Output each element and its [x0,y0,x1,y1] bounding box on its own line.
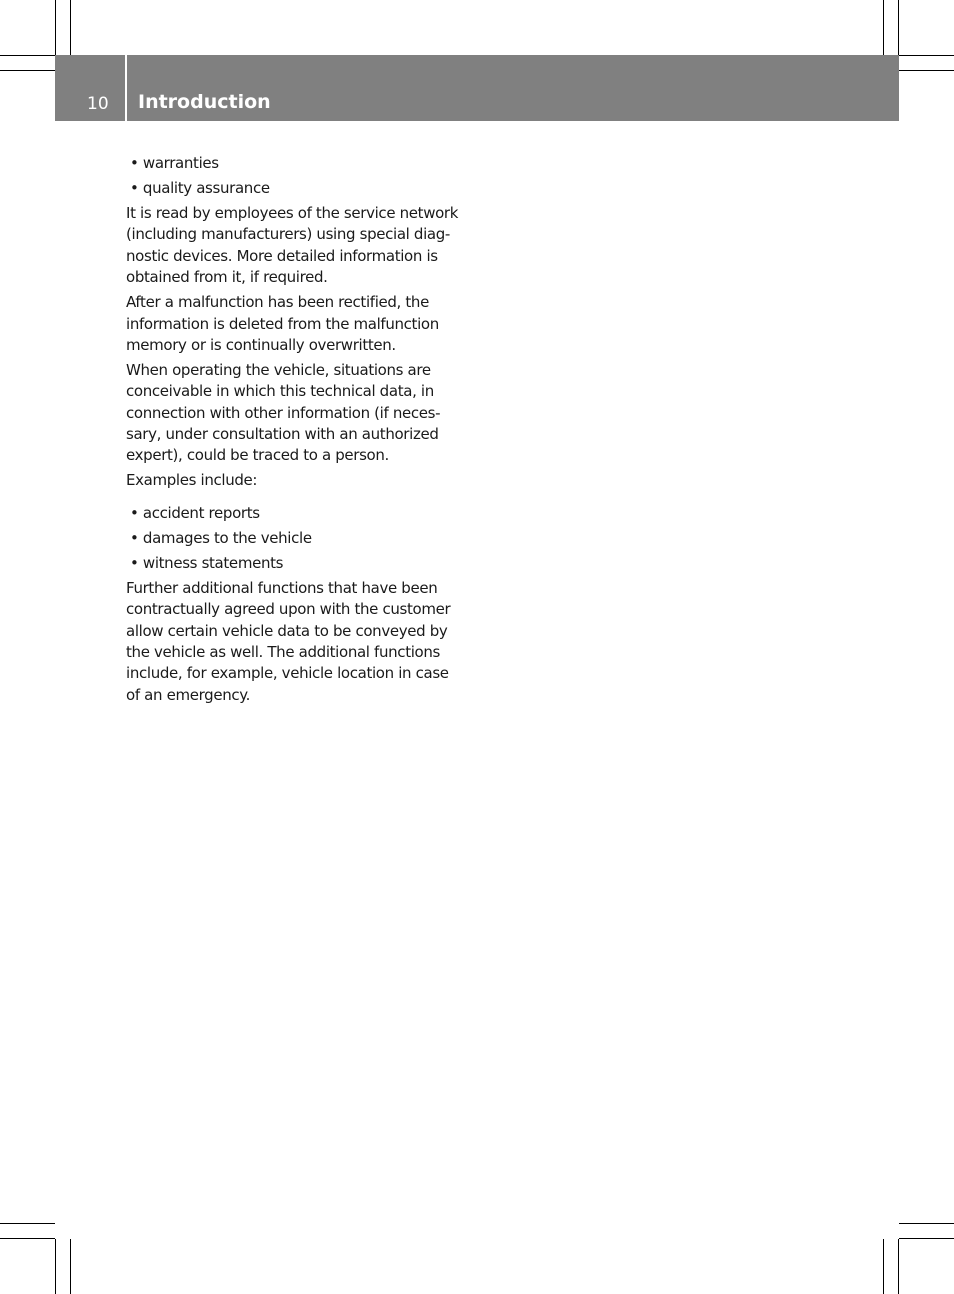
crop-mark [898,0,899,55]
body-text-column [126,153,458,710]
examples-intro [126,470,458,491]
page-number: 10 [87,94,109,114]
list-item: • accident reports [130,503,260,522]
paragraph-rectified [126,292,458,356]
crop-mark [55,1239,56,1294]
crop-mark [0,55,55,56]
text-line: nostic devices. More detailed information is [126,246,438,265]
crop-mark [883,0,884,55]
crop-mark [0,1238,55,1239]
list-item: • warranties [130,154,219,172]
text-line: memory or is continually overwritten. [126,335,396,354]
text-line: expert), could be traced to a person. [126,446,389,465]
crop-mark [70,0,71,55]
text-line: information is deleted from the malfunction [126,314,439,333]
text-line: Further additional functions that have been [126,578,438,597]
crop-mark [0,1223,55,1224]
crop-mark [899,70,954,71]
spacer [126,495,458,503]
section-title: Introduction [138,91,271,113]
header-divider [125,55,127,121]
crop-mark [899,1223,954,1224]
crop-mark [898,1239,899,1294]
text-line: include, for example, vehicle location in case [126,664,449,683]
crop-mark [899,55,954,56]
crop-mark [55,0,56,55]
paragraph-operating [126,360,458,467]
list-item: • quality assurance [130,179,270,197]
text-line: sary, under consultation with an authorized [126,425,439,444]
paragraph-read-by [126,203,458,289]
crop-mark [70,1239,71,1294]
list-item: • damages to the vehicle [130,528,312,547]
text-line: obtained from it, if required. [126,268,328,287]
crop-mark [0,70,55,71]
text-line: of an emergency. [126,685,251,704]
crop-mark [899,1238,954,1239]
paragraph-further [126,578,458,706]
text-line: When operating the vehicle, situations are [126,360,431,379]
text-line: allow certain vehicle data to be conveyed by [126,621,448,640]
text-line: contractually agreed upon with the customer [126,600,451,619]
text-line: It is read by employees of the service network [126,204,459,222]
crop-mark [883,1239,884,1294]
text-line: conceivable in which this technical data, in [126,382,434,401]
text-line: connection with other information (if neces- [126,403,441,422]
text-line: Examples include: [126,471,258,490]
list-item: • witness statements [130,553,284,572]
text-line: (including manufacturers) using special diag- [126,225,450,244]
page-header [55,55,899,121]
text-line: the vehicle as well. The additional functions [126,643,440,661]
text-line: After a malfunction has been rectified, the [126,293,429,312]
